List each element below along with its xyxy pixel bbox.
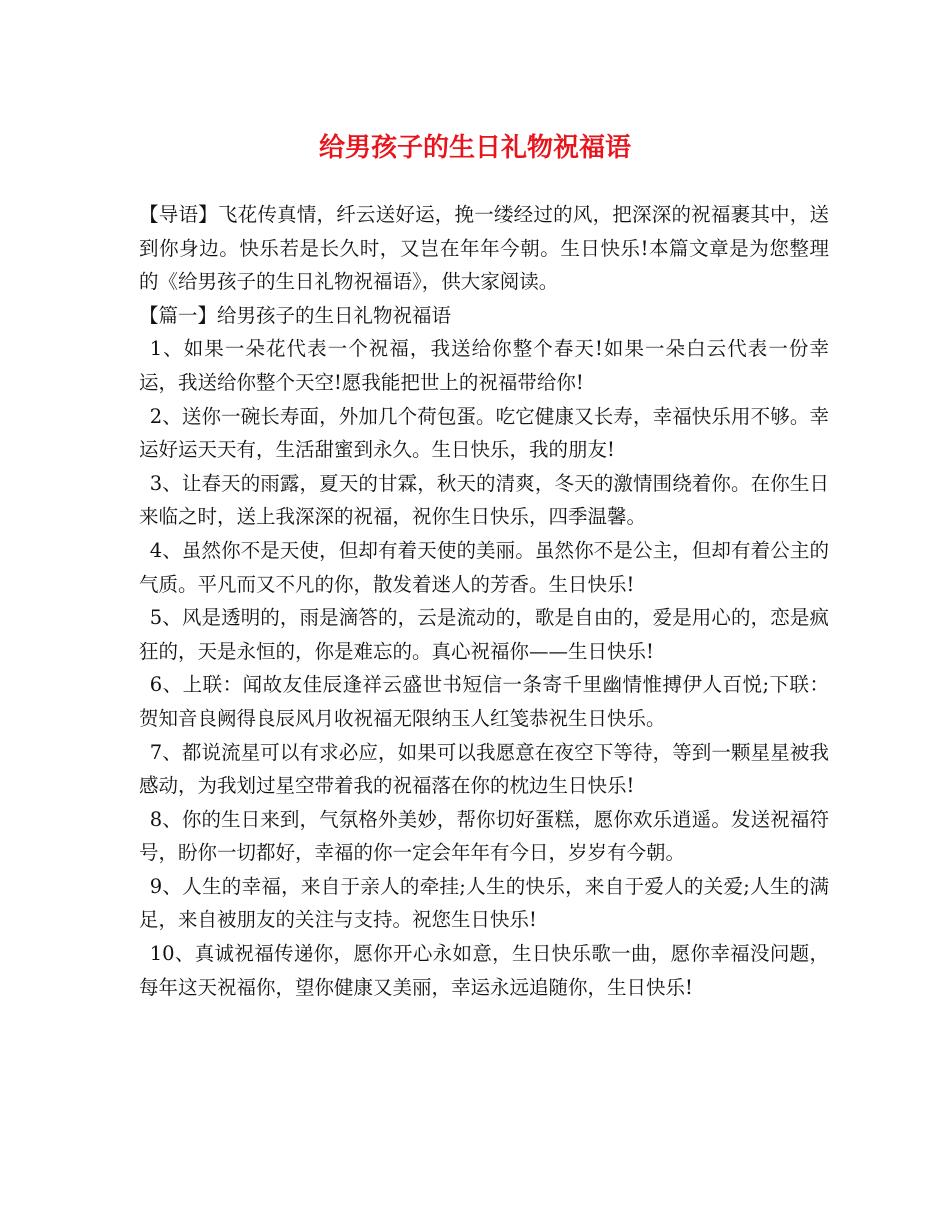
list-item: 9、人生的幸福，来自于亲人的牵挂;人生的快乐，来自于爱人的关爱;人生的满足，来自被朋友的关注与支持。祝您生日快乐!: [139, 874, 829, 932]
list-item: 7、都说流星可以有求必应，如果可以我愿意在夜空下等待，等到一颗星星被我感动，为我划过星空带着我的祝福落在你的枕边生日快乐!: [139, 740, 829, 798]
document-title: 给男孩子的生日礼物祝福语: [318, 133, 631, 163]
list-item: 3、让春天的雨露，夏天的甘霖，秋天的清爽，冬天的激情围绕着你。在你生日来临之时，送上我深深的祝福，祝你生日快乐，四季温馨。: [139, 471, 829, 529]
list-item: 2、送你一碗长寿面，外加几个荷包蛋。吃它健康又长寿，幸福快乐用不够。幸运好运天天有，生活甜蜜到永久。生日快乐，我的朋友!: [139, 404, 829, 462]
list-item: 10、真诚祝福传递你，愿你开心永如意，生日快乐歌一曲，愿你幸福没问题，每年这天祝福你，望你健康又美丽，幸运永远追随你，生日快乐!: [139, 942, 829, 999]
list-item: 6、上联：闻故友佳辰逢祥云盛世书短信一条寄千里幽情惟搏伊人百悦;下联：贺知音良阙得良辰风月收祝福无限纳玉人红笺恭祝生日快乐。: [139, 673, 829, 730]
intro-paragraph: 【导语】飞花传真情，纤云送好运，挽一缕经过的风，把深深的祝福裹其中，送到你身边。快乐若是长久时，又岂在年年今朝。生日快乐!本篇文章是为您整理的《给男孩子的生日礼物祝福语》，供大家阅读。: [139, 203, 829, 294]
list-item: 8、你的生日来到，气氛格外美妙，帮你切好蛋糕，愿你欢乐逍遥。发送祝福符号，盼你一切都好，幸福的你一定会年年有今日，岁岁有今朝。: [139, 807, 829, 865]
list-item: 4、虽然你不是天使，但却有着天使的美丽。虽然你不是公主，但却有着公主的气质。平凡而又不凡的你，散发着迷人的芳香。生日快乐!: [139, 538, 829, 596]
list-item: 5、风是透明的，雨是滴答的，云是流动的，歌是自由的，爱是用心的，恋是疯狂的，天是永恒的，你是难忘的。真心祝福你——生日快乐!: [139, 606, 829, 663]
section-heading: 【篇一】给男孩子的生日礼物祝福语: [139, 303, 452, 327]
document-body: [139, 198, 829, 1004]
list-item: 1、如果一朵花代表一个祝福，我送给你整个春天!如果一朵白云代表一份幸运，我送给你整个天空!愿我能把世上的祝福带给你!: [139, 337, 829, 394]
